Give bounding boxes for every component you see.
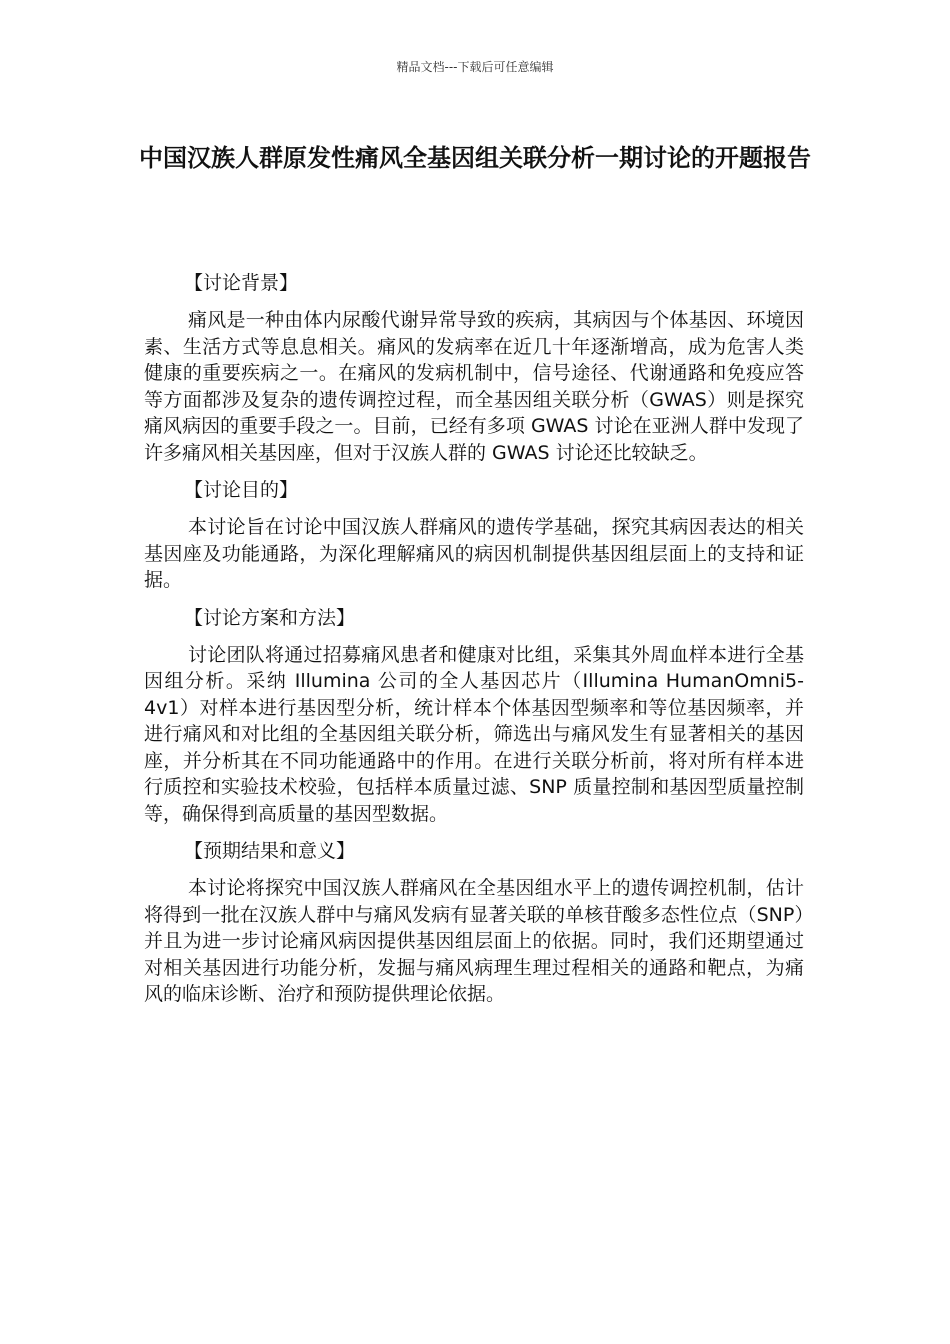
section-purpose xyxy=(144,477,804,594)
section-paragraph: 本讨论将探究中国汉族人群痛风在全基因组水平上的遗传调控机制，估计将得到一批在汉族人群中与痛风发病有显著关联的单核苷酸多态性位点（SNP）并且为进一步讨论痛风病因提供基因组层面上的依据。同时，我们还期望通过对相关基因进行功能分析，发掘与痛风病理生理过程相关的通路和靶点，为痛风的临床诊断、治疗和预防提供理论依据。 xyxy=(144,877,804,1005)
section-heading: 【讨论目的】 xyxy=(184,479,299,501)
page-header-watermark: 精品文档---下载后可任意编辑 xyxy=(396,60,554,74)
section-paragraph: 本讨论旨在讨论中国汉族人群痛风的遗传学基础，探究其病因表达的相关基因座及功能通路，为深化理解痛风的病因机制提供基因组层面上的支持和证据。 xyxy=(144,516,804,591)
section-paragraph: 讨论团队将通过招募痛风患者和健康对比组，采集其外周血样本进行全基因组分析。采纳 Illumina 公司的全人基因芯片（Illumina HumanOmni5-4v1）对样本进行基因型分析，统计样本个体基因型频率和等位基因频率，并进行痛风和对比组的全基因组关联分析，筛选出与痛风发生有显著相关的基因座，并分析其在不同功能通路中的作用。在进行关联分析前，将对所有样本进行质控和实验技术校验，包括样本质量过滤、SNP 质量控制和基因型质量控制等，确保得到高质量的基因型数据。 xyxy=(144,643,804,825)
section-expected-results xyxy=(144,838,804,1008)
section-background xyxy=(144,270,804,466)
section-heading: 【讨论背景】 xyxy=(184,272,299,294)
section-heading: 【讨论方案和方法】 xyxy=(184,606,356,629)
section-paragraph: 痛风是一种由体内尿酸代谢异常导致的疾病，其病因与个体基因、环境因素、生活方式等息息相关。痛风的发病率在近几十年逐渐增高，成为危害人类健康的重要疾病之一。在痛风的发病机制中，信号途径、代谢通路和免疫应答等方面都涉及复杂的遗传调控过程，而全基因组关联分析（GWAS）则是探究痛风病因的重要手段之一。目前，已经有多项 GWAS 讨论在亚洲人群中发现了许多痛风相关基因座，但对于汉族人群的 GWAS 讨论还比较缺乏。 xyxy=(144,309,804,464)
section-methods xyxy=(144,605,804,828)
section-heading: 【预期结果和意义】 xyxy=(184,840,356,862)
document-title: 中国汉族人群原发性痛风全基因组关联分析一期讨论的开题报告 xyxy=(139,144,811,172)
document-body xyxy=(144,270,804,1019)
